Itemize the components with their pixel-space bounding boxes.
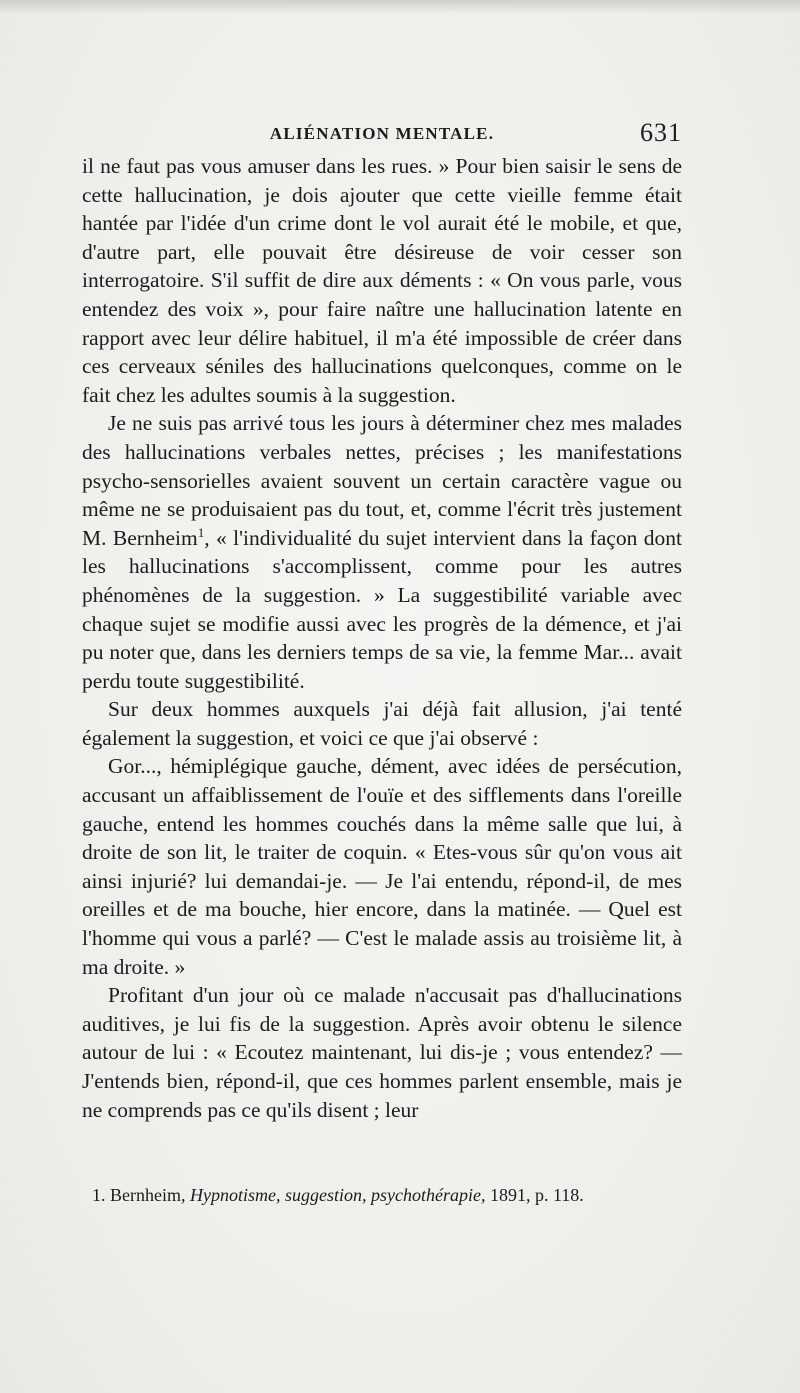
paragraph-3: Sur deux hommes auxquels j'ai déjà fait allusion, j'ai tenté également la suggestion, et voici ce que j'ai observé : [82, 697, 682, 750]
footnote-title: Hypnotisme, suggestion, psychothérapie, [189, 1185, 486, 1205]
page-top-shadow [0, 0, 800, 14]
paragraph-2-part-2: , « l'individualité du sujet intervient dans la façon dont les hallucinations s'accomplissent, comme pour les autres phénomènes de la suggestion. » La suggestibilité variable avec chaque sujet se modifie aussi avec les progrès de la démence, et j'ai pu noter que, dans les derniers temps de sa vie, la femme Mar... avait perdu toute suggestibilité. [82, 525, 682, 693]
footnote-rest: 1891, p. 118. [489, 1185, 584, 1205]
page-number: 631 [640, 118, 682, 147]
footnote-number: 1. [92, 1185, 106, 1205]
book-page [82, 118, 682, 1124]
paragraph-1: il ne faut pas vous amuser dans les rues. » Pour bien saisir le sens de cette hallucination, je dois ajouter que cette vieille femme était hantée par l'idée d'un crime dont le vol aurait été le mobile, et que, d'autre part, elle pouvait être désireuse de voir cesser son interrogatoire. S'il suffit de dire aux déments : « On vous parle, vous entendez des voix », pour faire naître une hallucination latente en rapport avec leur délire habituel, il m'a été impossible de créer dans ces cerveaux séniles des hallucinations quelconques, comme on le fait chez les adultes soumis à la suggestion. [82, 154, 682, 407]
paragraph-2 [82, 409, 682, 695]
paragraph-2-part-1: Je ne suis pas arrivé tous les jours à déterminer chez mes malades des hallucinations verbales nettes, précises ; les manifestations psycho-sensorielles avaient souvent un certain caractère vague ou même ne se produisaient pas du tout, et, comme l'écrit très justement M. Bernheim [82, 411, 682, 550]
running-header [82, 118, 682, 152]
paragraph-4: Gor..., hémiplégique gauche, dément, avec idées de persécution, accusant un affaiblissement de l'ouïe et des sifflements dans l'oreille gauche, entend les hommes couchés dans la même salle que lui, à droite de son lit, le traiter de coquin. « Etes-vous sûr qu'on vous ait ainsi injurié? lui demandai-je. — Je l'ai entendu, répond-il, de mes oreilles et de ma bouche, hier encore, dans la matinée. — Quel est l'homme qui vous a parlé? — C'est le malade assis au troisième lit, à ma droite. » [82, 754, 682, 979]
running-title: ALIÉNATION MENTALE. [269, 124, 495, 143]
paragraph-5: Profitant d'un jour où ce malade n'accusait pas d'hallucinations auditives, je lui fis de la suggestion. Après avoir obtenu le silence autour de lui : « Ecoutez maintenant, lui dis-je ; vous entendez? — J'entends bien, répond-il, que ces hommes parlent ensemble, mais je ne comprends pas ce qu'ils disent ; leur [82, 983, 682, 1122]
body-text [82, 152, 682, 1124]
footnote-reference: 1 [197, 524, 205, 540]
footnote [82, 1183, 682, 1207]
footnote-author: Bernheim, [110, 1185, 186, 1205]
